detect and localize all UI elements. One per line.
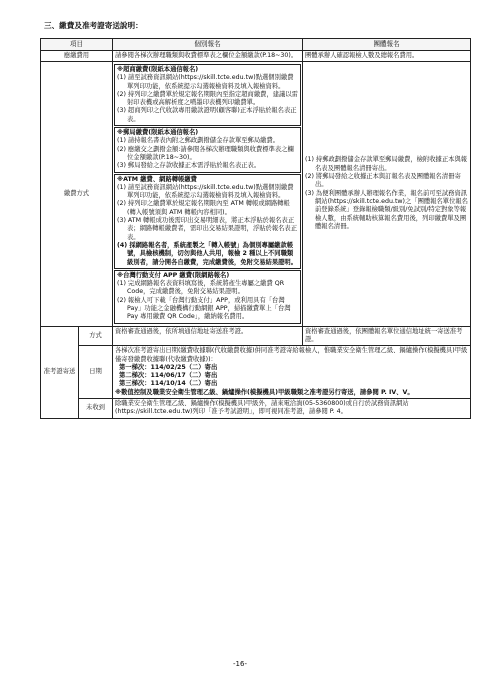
store-title: ※超商繳費(限紙本通信報名) <box>117 66 199 73</box>
store-item: (2) 持列印之繳費單於規定報名期限內至指定超商繳費，建議以雷射印表機或高解析度之噴墨印表機列印繳費單。 <box>117 90 298 107</box>
header-individual: 個別報名 <box>113 39 303 51</box>
date-note: ※數值控制及職業安全衛生管理乙級、鍋爐操作(模擬機具)甲級職類之准考證另行寄送，請參閱 P. IV、V。 <box>115 388 414 396</box>
method-individual: 資格審查通過後，依所填通信地址寄送准考證。 <box>113 326 303 346</box>
store-payment-box <box>114 64 301 126</box>
taiwan-pay-item: (2) 報檢人可下載「台灣行動支付」APP，或利用具有「台灣 Pay」功能之金融機構行動網銀 APP，掃描繳費單上「台灣 Pay 專用繳費 QR Code」，繳納報名費用。 <box>117 296 291 321</box>
payment-label: 繳費方式 <box>41 62 113 327</box>
post-item: (2) 應繳交之劃撥金額:請參閱各梯次辦理職類與收費標準表之欄位金額繳款(P.18~30)。 <box>117 145 294 161</box>
header-group: 團體報名 <box>303 39 471 51</box>
section-heading: 三、繳費及准考證寄送說明： <box>44 21 143 30</box>
date-content <box>113 346 471 399</box>
mailing-label: 准考證寄送 <box>41 326 79 418</box>
atm-payment-box <box>114 174 301 269</box>
payment-row <box>41 62 471 327</box>
not-received-text: 除職業安全衛生管理乙級、鍋爐操作(模擬機具)甲級外，請來電洽詢(05-5360800)或自行於試務資訊網站(https://skill.tcte.edu.tw)列印「准予考試證明」，即可視同准考證，請參閱 P. 4。 <box>113 398 471 418</box>
post-payment-box <box>114 127 301 172</box>
post-title: ※郵局繳費(限紙本通信報名) <box>117 129 199 137</box>
store-item: (3) 超商列印之代收款專用繳款證明(顧客聯)正本浮貼於報名表正表。 <box>117 107 297 123</box>
atm-title: ※ATM 繳費、網路轉帳繳費 <box>117 175 197 183</box>
date-line: 第二梯次：114/06/17（二）寄出 <box>119 372 218 380</box>
not-received-row <box>41 398 471 418</box>
not-received-label: 未收到 <box>79 398 113 418</box>
header-item: 項目 <box>41 39 113 51</box>
atm-item: (1) 請至試務資訊網站(https://skill.tcte.edu.tw)點選個別繳費單列印功能，依系統提示勾選報檢資料及填入報檢資料。 <box>117 183 294 200</box>
date-label: 日期 <box>79 346 113 399</box>
table-header <box>41 39 471 51</box>
post-item: (1) 請持報名書表內附之郵政劃撥儲金存款單至郵局繳費。 <box>117 137 280 145</box>
date-line: 第一梯次：114/02/25（二）寄出 <box>119 363 218 371</box>
group-item: (1) 持郵政劃撥儲金存款單至郵局繳費，檢附收據正本與報名表及團體報名清冊寄出。 <box>305 156 468 172</box>
date-intro: 各梯次准考證寄出日期(繳費收據聯(代收繳費收據)併同准考證寄給報檢人，惟職業安全衛生管理乙級、鍋爐操作(模擬機具)甲級僅寄發繳費收據聯(代收繳費收據))： <box>115 347 468 363</box>
fee-row <box>41 50 471 61</box>
page-number: -16- <box>233 660 247 668</box>
atm-item: (2) 持列印之繳費單於規定報名期限內至 ATM 轉帳或網路轉帳(轉入帳號須與 ATM 轉帳內容相同)。 <box>117 200 290 216</box>
group-item: (2) 將郵局發給之收據正本與訂報名表及團體報名清冊寄出。 <box>305 173 461 189</box>
taiwan-pay-box <box>114 270 301 324</box>
store-item: (1) 請至試務資訊網站(https://skill.tcte.edu.tw)點選個別繳費單列印功能，依系統提示勾選報檢資料及填入報檢資料。 <box>117 74 294 90</box>
mailing-date-row <box>41 346 471 399</box>
taiwan-pay-title: ※台灣行動支付 APP 繳費(限網路報名) <box>117 271 230 279</box>
method-group: 資格審查通過後，依團體報名單位通信地址統一寄送准考證。 <box>303 326 471 346</box>
fee-group: 團體承辦人確認報檢人數及總報名費用。 <box>303 50 471 61</box>
atm-item: (4) 採網路報名者，系統產製之「轉入帳號」為個別專屬繳款帳號，具檢核機制，切勿與他人共用，報檢 2 種以上不同職類級別者，請分開各自繳費，完成繳費後，免附交易結果證明。 <box>117 241 298 266</box>
post-item: (3) 郵局發給之存款收據正本需浮貼於報名表正表。 <box>117 162 261 170</box>
group-item: (3) 為便利團體承辦人辦理報名作業，報名前可至試務資訊網站(https://skill.tcte.edu.tw)之「團體報名單位報名前登錄系統」登錄報檢職類/級別/免試別/特定對象等報檢人數，由系統輔助核算報名費用後，列印繳費單及團體報名清冊。 <box>305 189 468 230</box>
mailing-method-row <box>41 326 471 346</box>
taiwan-pay-item: (1) 完成網路報名表資料填寫後，系統將產生專屬之繳費 QR Code，完成繳費後，免附交易結果證明。 <box>117 280 285 296</box>
atm-item: (3) ATM 轉帳成功後需印出交易明細表，將正本浮貼於報名表正表；網路轉帳繳費者，需印出交易結果證明，浮貼於報名表正表。 <box>117 217 298 241</box>
fee-table <box>40 38 471 419</box>
date-line: 第三梯次：114/10/14（二）寄出 <box>119 380 218 388</box>
fee-individual: 請參閱各梯次辦理職類與收費標準表之欄位金額繳款(P.18~30)。 <box>113 50 303 61</box>
payment-group <box>303 62 471 327</box>
method-label: 方式 <box>79 326 113 346</box>
fee-label: 應繳費用 <box>41 50 113 61</box>
payment-individual <box>113 62 303 327</box>
